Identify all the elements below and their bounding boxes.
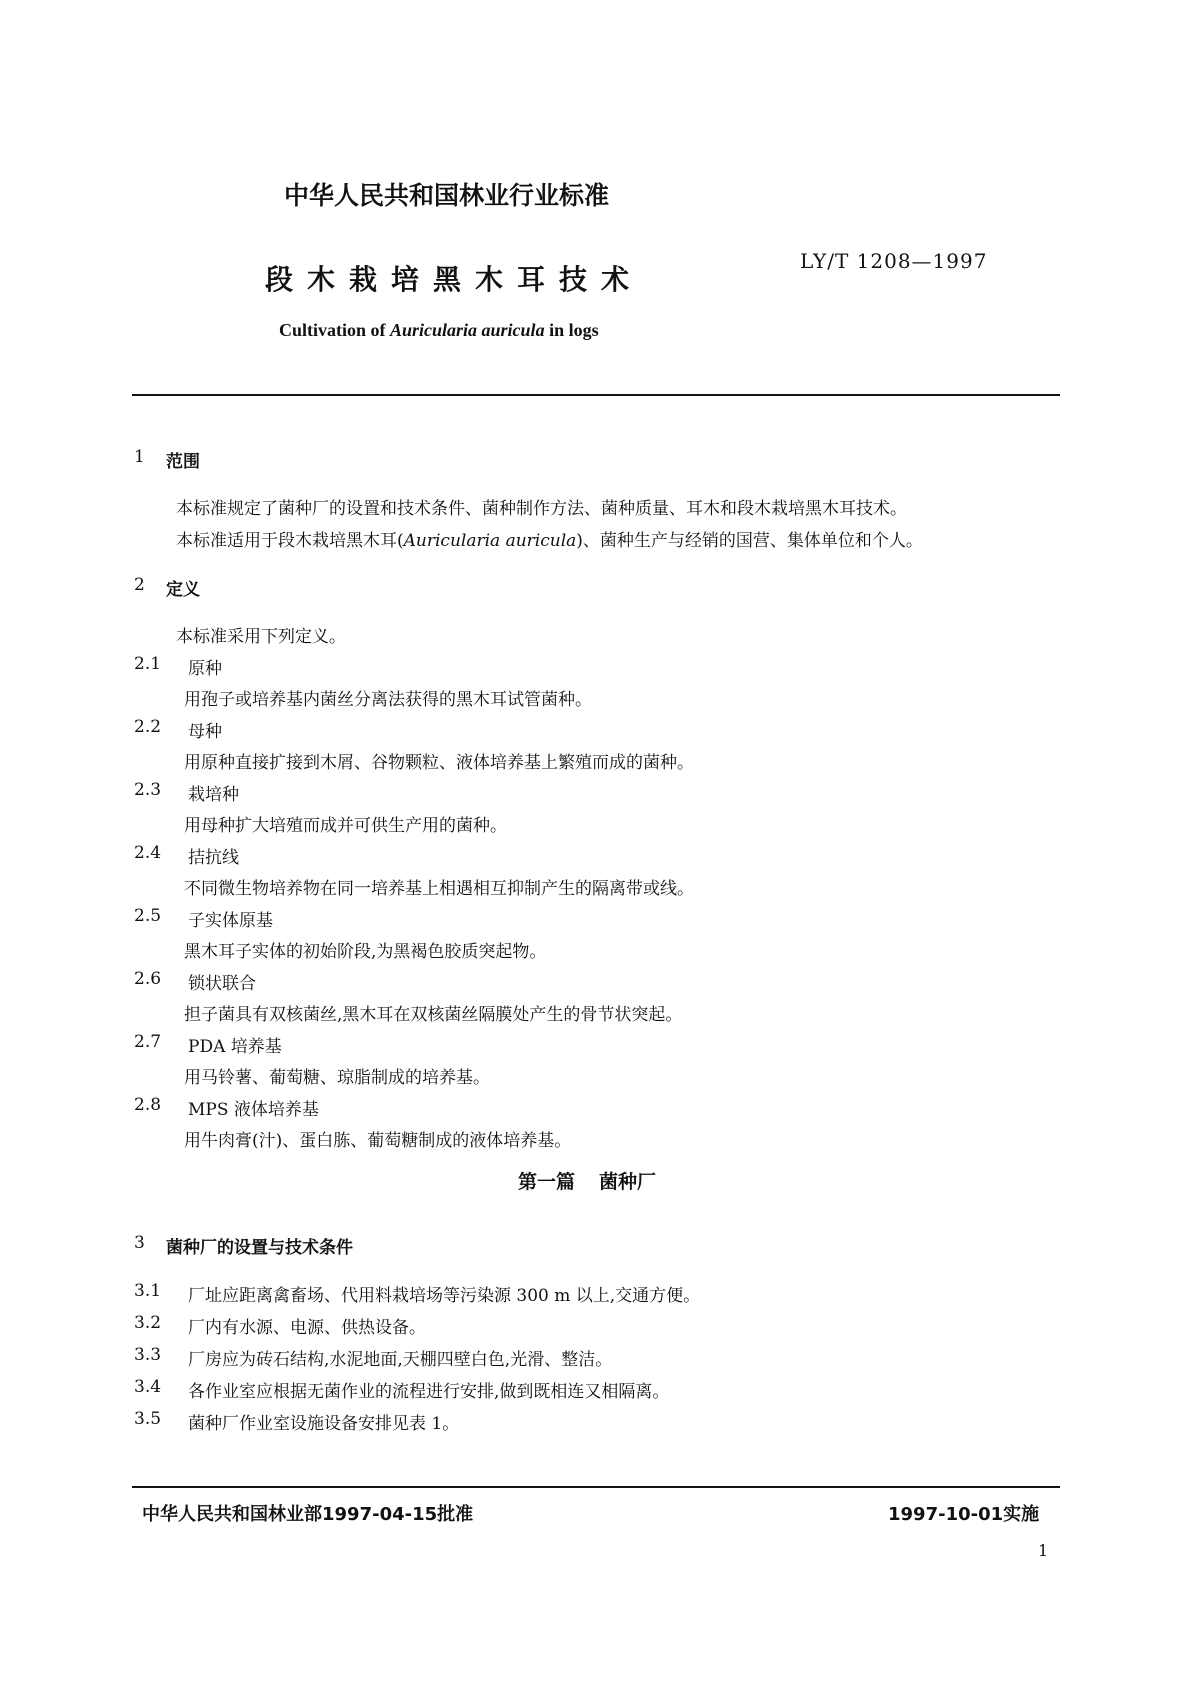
header-rule (132, 394, 1060, 396)
item-3-5-number: 3.5 (134, 1409, 162, 1429)
part-label: 第一篇 (518, 1171, 576, 1193)
issuing-org: 中华人民共和国林业行业标准 (284, 181, 610, 210)
def-2-1-number: 2.1 (134, 654, 162, 674)
def-2-1-term: 原种 (188, 659, 222, 679)
english-subtitle (279, 320, 599, 341)
def-2-7-number: 2.7 (134, 1032, 162, 1052)
section-1-number: 1 (134, 447, 145, 467)
item-3-1-number: 3.1 (134, 1281, 162, 1301)
section-2-intro: 本标准采用下列定义。 (176, 627, 346, 647)
def-2-6-text: 担子菌具有双核菌丝,黑木耳在双核菌丝隔膜处产生的骨节状突起。 (184, 1005, 683, 1025)
subtitle-suffix: in logs (544, 320, 599, 340)
def-2-4-text: 不同微生物培养物在同一培养基上相遇相互抑制产生的隔离带或线。 (184, 879, 694, 899)
def-2-5-text: 黑木耳子实体的初始阶段,为黑褐色胶质突起物。 (184, 942, 547, 962)
effective-date: 1997-10-01实施 (888, 1504, 1040, 1525)
section-3-title: 菌种厂的设置与技术条件 (166, 1238, 353, 1258)
def-2-2-number: 2.2 (134, 717, 162, 737)
item-3-3-number: 3.3 (134, 1345, 162, 1365)
def-2-7-text: 用马铃薯、葡萄糖、琼脂制成的培养基。 (184, 1068, 490, 1088)
def-2-2-term: 母种 (188, 722, 222, 742)
section-3-number: 3 (134, 1233, 145, 1253)
item-3-2-text: 厂内有水源、电源、供热设备。 (188, 1318, 426, 1338)
item-3-5-text: 菌种厂作业室设施设备安排见表 1。 (188, 1414, 460, 1434)
def-2-3-term: 栽培种 (188, 785, 239, 805)
footer-rule (132, 1486, 1060, 1488)
item-3-4-text: 各作业室应根据无菌作业的流程进行安排,做到既相连又相隔离。 (188, 1382, 670, 1402)
approval-line: 中华人民共和国林业部1997-04-15批准 (142, 1504, 474, 1525)
def-2-5-number: 2.5 (134, 906, 162, 926)
def-2-8-term: MPS 液体培养基 (188, 1100, 319, 1120)
item-3-1-text: 厂址应距离禽畜场、代用料栽培场等污染源 300 m 以上,交通方便。 (188, 1286, 701, 1306)
document-number: LY/T 1208—1997 (800, 249, 988, 273)
def-2-6-number: 2.6 (134, 969, 162, 989)
def-2-2-text: 用原种直接扩接到木屑、谷物颗粒、液体培养基上繁殖而成的菌种。 (184, 753, 694, 773)
def-2-1-text: 用孢子或培养基内菌丝分离法获得的黑木耳试管菌种。 (184, 690, 592, 710)
p2-pre: 本标准适用于段木栽培黑木耳( (176, 531, 404, 551)
part-title: 菌种厂 (599, 1171, 657, 1193)
def-2-3-text: 用母种扩大培殖而成并可供生产用的菌种。 (184, 816, 507, 836)
item-3-4-number: 3.4 (134, 1377, 162, 1397)
section-1-paragraph-1: 本标准规定了菌种厂的设置和技术条件、菌种制作方法、菌种质量、耳木和段木栽培黑木耳技术。 (176, 499, 907, 519)
def-2-6-term: 锁状联合 (188, 974, 256, 994)
subtitle-species: Auricularia auricula (390, 320, 545, 340)
def-2-8-number: 2.8 (134, 1095, 162, 1115)
item-3-3-text: 厂房应为砖石结构,水泥地面,天棚四壁白色,光滑、整洁。 (188, 1350, 613, 1370)
part-heading (518, 1167, 680, 1194)
section-2-number: 2 (134, 575, 145, 595)
def-2-8-text: 用牛肉膏(汁)、蛋白胨、葡萄糖制成的液体培养基。 (184, 1131, 572, 1151)
item-3-2-number: 3.2 (134, 1313, 162, 1333)
section-1-paragraph-2 (176, 526, 923, 551)
def-2-4-term: 拮抗线 (188, 848, 239, 868)
section-2-title: 定义 (166, 580, 200, 600)
p2-post: )、菌种生产与经销的国营、集体单位和个人。 (576, 531, 923, 551)
def-2-4-number: 2.4 (134, 843, 162, 863)
section-1-title: 范围 (166, 452, 200, 472)
page-number: 1 (1038, 1541, 1049, 1560)
def-2-7-term: PDA 培养基 (188, 1037, 282, 1057)
document-title: 段木栽培黑木耳技术 (265, 263, 644, 296)
subtitle-prefix: Cultivation of (279, 320, 391, 340)
def-2-3-number: 2.3 (134, 780, 162, 800)
def-2-5-term: 子实体原基 (188, 911, 273, 931)
p2-species: Auricularia auricula (403, 531, 577, 551)
